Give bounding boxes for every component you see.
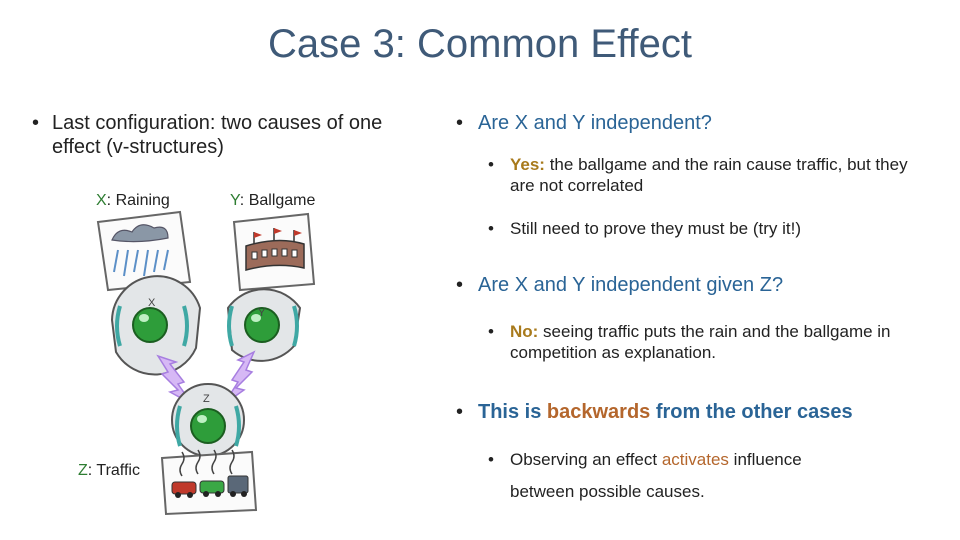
- observing-text-d: between possible causes.: [510, 482, 705, 501]
- prove-text: Still need to prove they must be (try it!): [510, 219, 802, 238]
- q2-answer-no: [488, 321, 940, 364]
- label-z-text: : Traffic: [87, 462, 140, 479]
- q1-text-b: independent?: [585, 112, 712, 134]
- q2-var-x: X: [514, 274, 529, 296]
- label-z-var: Z: [78, 462, 88, 479]
- bullet-dot: •: [488, 219, 494, 238]
- traffic-icon: [162, 450, 256, 514]
- left-bullet-text: Last configuration: two causes of one effect (v-structures): [52, 112, 383, 158]
- q3-observing: [488, 444, 940, 508]
- q2-text-and: and: [528, 274, 573, 296]
- q1-answer-prove: [488, 218, 930, 239]
- q3-text-a: This is: [478, 401, 547, 423]
- observing-text-c: influence: [728, 450, 802, 469]
- question-2: [456, 273, 938, 297]
- q2-var-y: Y: [572, 274, 586, 296]
- q2-text-b: independent given: [585, 274, 760, 296]
- q2-var-z: Z: [759, 274, 772, 296]
- q3-text-c: from the other cases: [650, 401, 853, 423]
- node-z-letter: Z: [203, 393, 210, 405]
- q1-text-and: and: [528, 112, 573, 134]
- no-text: seeing traffic puts the rain and the ballgame in competition as explanation.: [510, 322, 891, 363]
- node-z: [172, 384, 244, 456]
- bullet-dot: •: [456, 274, 464, 296]
- q2-qmark: ?: [771, 274, 784, 296]
- bullet-dot: •: [488, 155, 494, 174]
- q1-text-a: Are: [478, 112, 515, 134]
- q1-answer-yes: [488, 154, 930, 197]
- bullet-dot: •: [32, 112, 40, 134]
- label-y-var: Y: [230, 192, 240, 209]
- bullet-dot: •: [488, 450, 494, 469]
- bullet-dot: •: [488, 322, 494, 341]
- q1-var-x: X: [514, 112, 529, 134]
- node-y-letter: Y: [258, 307, 266, 319]
- label-x-var: X: [96, 192, 107, 209]
- yes-label: Yes:: [510, 155, 545, 174]
- question-1: [456, 111, 938, 135]
- observing-text-a: Observing an effect: [510, 450, 662, 469]
- stadium-icon: [234, 214, 314, 290]
- activates-word: activates: [661, 450, 729, 469]
- node-x-letter: X: [148, 297, 156, 309]
- q1-var-y: Y: [572, 112, 586, 134]
- node-x: [112, 276, 200, 374]
- node-y: [228, 289, 300, 361]
- label-y-text: : Ballgame: [239, 192, 316, 209]
- yes-text: the ballgame and the rain cause traffic, but they are not correlated: [510, 155, 908, 196]
- point-3: [456, 400, 948, 424]
- no-label: No:: [510, 322, 539, 341]
- bullet-dot: •: [456, 112, 464, 134]
- label-x-text: : Raining: [106, 192, 170, 209]
- q3-backwards: backwards: [546, 401, 651, 423]
- bullet-dot: •: [456, 401, 464, 423]
- slide-title: Case 3: Common Effect: [268, 22, 692, 66]
- q2-text-a: Are: [478, 274, 515, 296]
